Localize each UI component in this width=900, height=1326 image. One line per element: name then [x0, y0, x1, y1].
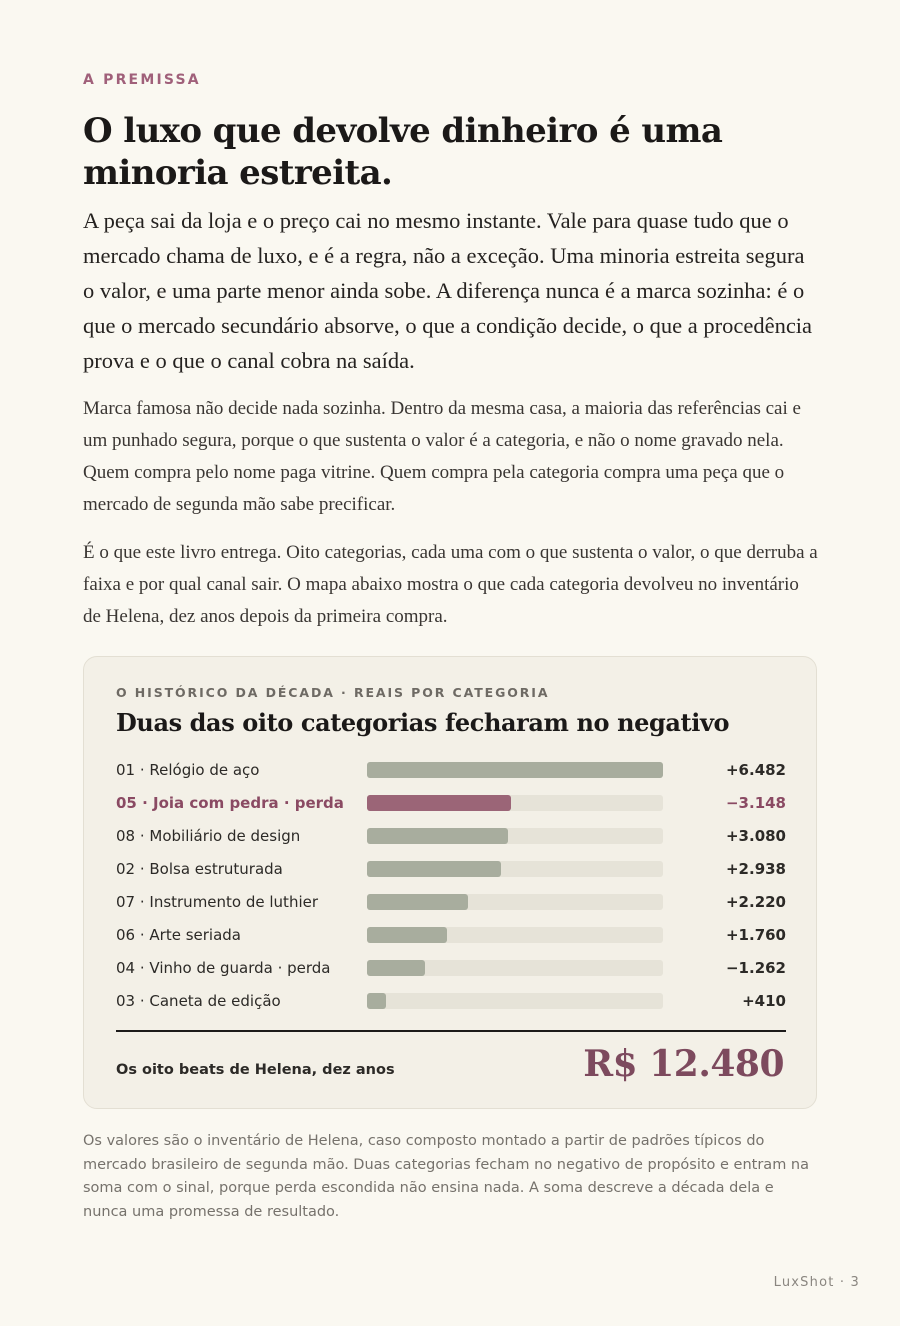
chart-title: Duas das oito categorias fecharam no negativo	[116, 708, 730, 737]
bar-fill	[367, 960, 425, 976]
total-value: R$ 12.480	[583, 1043, 784, 1085]
footnote: Os valores são o inventário de Helena, caso composto montado a partir de padrões típicos do mercado brasileiro de segunda mão. Duas categorias fecham no negativo de propósito e entram na soma com o sinal, porque perda escondida não ensina nada. A soma descreve a década dela e nunca uma promessa de resultado.	[83, 1133, 809, 1220]
value-label: −3.148	[725, 794, 786, 812]
total-label: Os oito beats de Helena, dez anos	[116, 1062, 395, 1078]
category-label: 03 · Caneta de edição	[116, 992, 281, 1010]
page-headline: O luxo que devolve dinheiro é uma minoria estreita.	[83, 111, 723, 193]
bar-track	[367, 993, 663, 1009]
chart-row	[116, 856, 786, 889]
value-label: +2.220	[725, 893, 786, 911]
bar-fill	[367, 861, 501, 877]
bar-fill	[367, 828, 508, 844]
value-label: +410	[742, 992, 786, 1010]
category-label: 07 · Instrumento de luthier	[116, 893, 319, 911]
value-label: +2.938	[725, 860, 786, 878]
category-label: 02 · Bolsa estruturada	[116, 860, 283, 878]
section-eyebrow: A PREMISSA	[83, 72, 201, 88]
bar-fill	[367, 993, 386, 1009]
bar-track	[367, 828, 663, 844]
chart-row	[116, 790, 786, 823]
chart-row	[116, 823, 786, 856]
bar-fill	[367, 795, 511, 811]
category-label: 06 · Arte seriada	[116, 926, 241, 944]
bar-fill	[367, 762, 663, 778]
bar-track	[367, 861, 663, 877]
value-label: −1.262	[725, 959, 786, 977]
bar-track	[367, 894, 663, 910]
chart-row	[116, 922, 786, 955]
bar-track	[367, 795, 663, 811]
chart-row	[116, 889, 786, 922]
body-paragraph: Marca famosa não decide nada sozinha. Dentro da mesma casa, a maioria das referências cai e um punhado segura, porque o que sustenta o valor é a categoria, e não o nome gravado nela. Quem compra pelo nome paga vitrine. Quem compra pela categoria compra uma peça que o mercado de segunda mão sabe precificar.	[83, 398, 801, 515]
bar-track	[367, 762, 663, 778]
value-label: +1.760	[725, 926, 786, 944]
category-label: 05 · Joia com pedra · perda	[116, 794, 344, 812]
chart-row	[116, 757, 786, 790]
chart-row	[116, 988, 786, 1021]
bar-track	[367, 927, 663, 943]
category-label: 01 · Relógio de aço	[116, 761, 260, 779]
chart-eyebrow: O HISTÓRICO DA DÉCADA · REAIS POR CATEGORIA	[116, 685, 550, 700]
total-divider	[116, 1030, 786, 1032]
chart-row	[116, 955, 786, 988]
lead-paragraph: A peça sai da loja e o preço cai no mesmo instante. Vale para quase tudo que o mercado chama de luxo, e é a regra, não a exceção. Uma minoria estreita segura o valor, e uma parte menor ainda sobe. A diferença nunca é a marca sozinha: é o que o mercado secundário absorve, o que a condição decide, o que a procedência prova e o que o canal cobra na saída.	[83, 208, 813, 373]
bar-fill	[367, 894, 468, 910]
body-paragraph: É o que este livro entrega. Oito categorias, cada uma com o que sustenta o valor, o que derruba a faixa e por qual canal sair. O mapa abaixo mostra o que cada categoria devolveu no inventário de Helena, dez anos depois da primeira compra.	[83, 542, 818, 627]
category-chart-card	[83, 656, 817, 1109]
bar-fill	[367, 927, 447, 943]
page-folio: LuxShot · 3	[773, 1275, 860, 1290]
category-label: 04 · Vinho de guarda · perda	[116, 959, 331, 977]
value-label: +6.482	[725, 761, 786, 779]
value-label: +3.080	[725, 827, 786, 845]
chart-rows	[116, 757, 786, 1021]
bar-track	[367, 960, 663, 976]
category-label: 08 · Mobiliário de design	[116, 827, 301, 845]
